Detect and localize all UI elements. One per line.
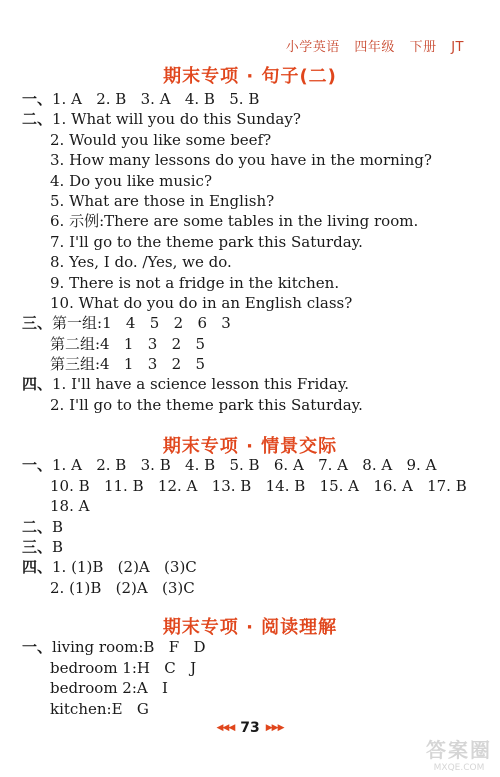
watermark-logo: 答案圈 — [426, 738, 492, 762]
answer-line: 9. There is not a fridge in the kitchen. — [50, 274, 340, 292]
answer-line: 二、B — [22, 518, 64, 536]
answer-line: 第二组:4 1 3 2 5 — [50, 335, 205, 353]
answer-line: 第三组:4 1 3 2 5 — [50, 355, 205, 373]
right-arrows-icon: ▶▶▶ — [265, 723, 284, 733]
header-grade: 四年级 — [354, 40, 395, 55]
left-arrows-icon: ◀◀◀ — [216, 723, 235, 733]
answer-line: 一、1. A 2. B 3. A 4. B 5. B — [22, 90, 260, 108]
header-subject: 小学英语 — [285, 40, 340, 55]
answer-line: 二、1. What will you do this Sunday? — [22, 110, 301, 128]
section-title-sentences: 期末专项 · 句子(二) — [163, 66, 337, 87]
answer-line: 2. I'll go to the theme park this Saturday. — [50, 396, 363, 414]
answer-line: 18. A — [50, 497, 90, 515]
header-edition: JT — [451, 40, 464, 55]
header-volume: 下册 — [409, 40, 437, 55]
answer-line: 四、1. (1)B (2)A (3)C — [22, 558, 197, 576]
watermark-url: MXQE.COM — [433, 763, 485, 773]
page-number: 73 — [240, 720, 260, 736]
answer-line: bedroom 2:A I — [50, 679, 168, 697]
answer-line: 3. How many lessons do you have in the morning? — [50, 151, 432, 169]
answer-line: 7. I'll go to the theme park this Saturday. — [50, 233, 363, 251]
answer-line: bedroom 1:H C J — [50, 659, 197, 677]
answer-line: 三、B — [22, 538, 64, 556]
page-footer — [0, 720, 500, 736]
section-title-reading: 期末专项 · 阅读理解 — [162, 617, 338, 638]
answer-line: 一、1. A 2. B 3. B 4. B 5. B 6. A 7. A 8. A 9. A — [22, 456, 437, 474]
answer-line: 4. Do you like music? — [50, 172, 212, 190]
answer-line: kitchen:E G — [50, 700, 149, 718]
answer-line: 10. What do you do in an English class? — [50, 294, 353, 312]
answer-line: 三、第一组:1 4 5 2 6 3 — [22, 314, 231, 332]
answer-line: 2. (1)B (2)A (3)C — [50, 579, 195, 597]
answer-line: 2. Would you like some beef? — [50, 131, 272, 149]
page-header — [286, 36, 464, 55]
answer-line: 8. Yes, I do. /Yes, we do. — [50, 253, 232, 271]
answer-line: 一、living room:B F D — [22, 638, 206, 656]
watermark — [426, 734, 492, 773]
answer-line: 6. 示例:There are some tables in the living room. — [50, 212, 419, 230]
answer-line: 5. What are those in English? — [50, 192, 275, 210]
answer-line: 四、1. I'll have a science lesson this Friday. — [22, 375, 350, 393]
section-title-dialogue: 期末专项 · 情景交际 — [162, 436, 338, 457]
answer-line: 10. B 11. B 12. A 13. B 14. B 15. A 16. A 17. B — [50, 477, 467, 495]
